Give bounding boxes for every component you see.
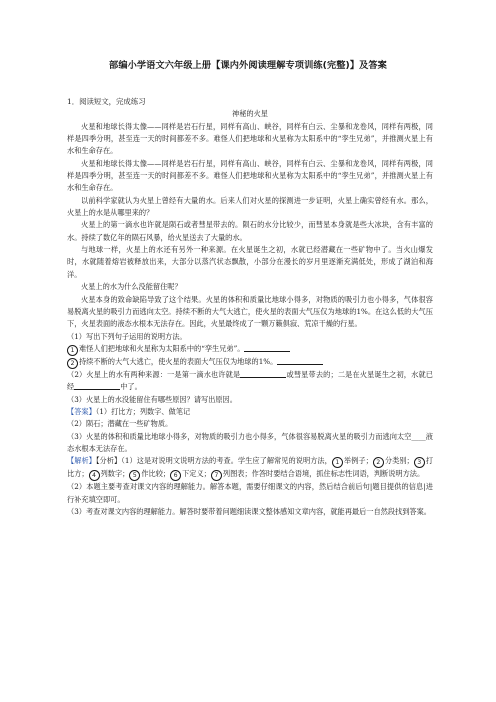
analysis-line-2: （2）本题主要考查对课文内容的理解能力。解答本题，需要仔细课文的内容，然后结合前后句|题目提供的信息|进行补充填空即可。 — [67, 482, 433, 504]
circled-number: 1 — [67, 345, 78, 356]
answer-line-1: 【答案】（1）打比方；列数字、做笔记 — [67, 406, 191, 416]
circled-number: 2 — [67, 358, 78, 369]
passage-paragraph: 火星上的水为什么没能留住呢？ — [81, 282, 182, 292]
analysis-line-3: （3）考查对课文内容的理解能力。解答时要带着问题细读课文整体感知文章内容，就能再最后一自然段找到答案。 — [67, 506, 431, 516]
answer-label: 【答案】 — [67, 406, 96, 416]
circled-number: 1 — [332, 457, 343, 468]
passage-paragraph: 与地球一样，火星上的水还有另外一种来源。在火星诞生之初，水就已经潜藏在一些矿物中了。当火山爆发时，水就随着熔岩被释放出来，大部分以蒸汽状态飘散，小部分在漫长的岁月里逐渐充满低处，形成了湖泊和海洋。 — [67, 245, 433, 279]
sub-question-3: （3）火星上的水没能留住有哪些原因？请写出原因。 — [67, 394, 237, 404]
passage-heading: 神秘的火星 — [232, 109, 268, 119]
answer-blank[interactable] — [244, 343, 290, 352]
sub-question-1: （1）写出下列句子运用的说明方法。 — [67, 331, 187, 341]
passage-paragraph: 以前科学家就认为火星上曾经有大量的水。后来人们对火星的探测进一步证明，火星上确实曾经有水。那么，火星上的水是从哪里来的？ — [67, 195, 433, 218]
answer-blank[interactable] — [74, 381, 120, 390]
document-title: 部编小学语文六年级上册【课内外阅读理解专项训练(完整)】及答案 — [109, 60, 387, 71]
circled-number: 6 — [170, 470, 181, 481]
sub-question-2: （2）火星上的水有两种来源：一是第一滴水也许就是 或彗星带去的；二是在火星诞生之初，水就已经 中了。 — [67, 369, 433, 392]
circled-number: 7 — [211, 470, 222, 481]
passage-paragraph: 火星上的第一滴水也许就是陨石或者彗星带去的。陨石的水分比较少，而彗星本身就是些大冰块，含有丰富的水。持续了数亿年的陨石风暴，给火星送去了大量的水。 — [67, 220, 433, 242]
analysis-label: 【解析】 — [67, 456, 96, 466]
circled-number: 2 — [373, 457, 384, 468]
question-heading: 1．阅读短文，完成练习 — [67, 97, 146, 106]
circled-number: 3 — [414, 457, 425, 468]
sub-question-1a: 1 难怪人们把地球和火星称为太阳系中的“孪生兄弟”。 — [67, 343, 433, 356]
circled-number: 4 — [89, 470, 100, 481]
passage-paragraph: 火星本身的致命缺陷导致了这个结果。火星的体积和质量比地球小得多，对物质的吸引力也小得多，气体很容易脱离火星的吸引力而逃向太空。持续不断的大气大逃亡，使火星的表面大气压仅为地球的1%。在这么低的大气压下，火星表面的液态水根本无法存在。因此，火星最终成了一颗万籁俱寂、荒凉干燥的行星。 — [67, 294, 433, 329]
sub-question-1b: 2 持续不断的大气大逃亡，使火星的表面大气压仅为地球的1%。 — [67, 356, 433, 369]
circled-number: 5 — [129, 470, 140, 481]
answer-blank[interactable] — [277, 356, 323, 365]
passage-paragraph: 火星和地球长得太像——同样是岩石行星，同样有高山、峡谷，同样有白云、尘暴和龙卷风，同样有两极，同样是四季分明，甚至连一天的时间都差不多。难怪人们把地球和火星称为太阳系中的“孪生兄弟”，并推测火星上有水和生命存在。 — [67, 158, 433, 193]
answer-line-2: （2）陨石；潜藏在一些矿物质。 — [67, 419, 173, 429]
analysis-line-1: 【解析】【分析】（1）这是对说明文说明方法的考查。学生应了解常见的说明方法， 1 举例子； 2 分类别； 3 打比方； 4 列数字； 5 作比较； 6 下定义； 7 列图表；作答时要结合语境，抓住标志性词语，判断说明方法。 — [67, 456, 433, 480]
document-body — [67, 96, 433, 518]
answer-line-3: （3）火星的体积和质量比地球小得多，对物质的吸引力也小得多，气体很容易脱离火星的吸引力而逃向太空____液态水根本无法存在。 — [67, 431, 433, 453]
answer-blank[interactable] — [240, 369, 286, 378]
passage-paragraph: 火星和地球长得太像——同样是岩石行星，同样有高山、峡谷，同样有白云、尘暴和龙卷风，同样有两极，同样是四季分明，甚至连一天的时间都差不多。难怪人们把地球和火星称为太阳系中的“孪生兄弟”，并推测火星上有水和生命存在。 — [67, 121, 433, 156]
